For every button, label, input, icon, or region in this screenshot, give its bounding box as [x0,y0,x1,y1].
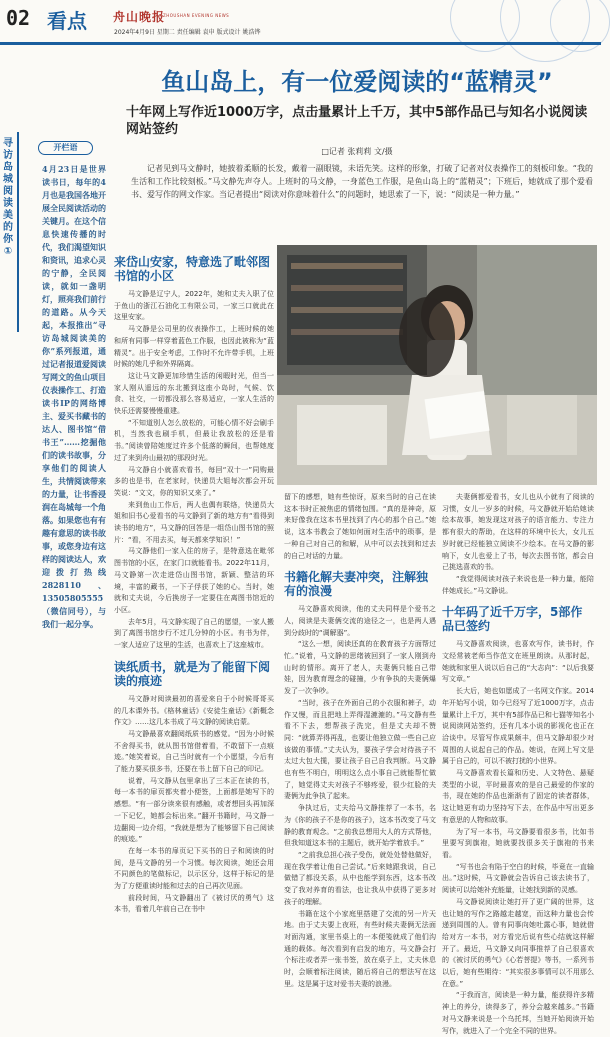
section-body-1 [114,289,274,652]
section-body-2 [114,694,274,946]
article-byline: □记者 张莉莉 文/摄 [321,147,393,156]
paragraph: 马文静是辽宁人，2022年，她和丈夫入职了位于鱼山的浙江石油化工有限公司，一家三口就此在这里安家。 [114,290,274,322]
section-title: 看点 [47,9,87,33]
header-rule [0,42,601,45]
paragraph: 这让马文静更加珍惜生活的闲暇时光，但当一家人刚从遥远的东北搬到这座小岛时，气候、饮食、社交，一切都没那么容易适应，一家人生活的快乐还需要慢慢重建。 [114,371,274,416]
article-subtitle: 十年网上写作近1000万字，点击量累计上千万，其中5部作品已与知名小说阅读网站签约 [126,105,588,137]
paragraph: 马文静喜欢阅读，他的丈夫同样是个爱书之人，阅读是夫妻俩交流的途径之一，也是两人遇到分歧时的“调解器”。 [284,605,436,637]
section-heading-2: 读纸质书，就是为了能留下阅读的痕迹 [114,659,271,688]
paragraph: 留下的感想，她有些惊讶，原来当时的自己在读这本书时正被焦虑的情绪包围。“真的是神奇，原来好像我在这本书里找到了内心的那个自己。”她说，这本书教会了她如何面对生活中的琐事，是一种自己对自己的和解，从中可以去找到和过去的自己对话的力量。 [284,493,436,560]
column-text: 4月23日是世界读书日，每年的4月也是我国各地开展全民阅读活动的关键月。在这个信息快速传播的时代，我们渴望知识和资讯，追求心灵的宁静，全民阅读，就如一盏明灯，照亮我们前行的道路。从今天起，本报推出“寻访岛城阅读美的你”系列报道，通过记者报道爱阅读写网文的鱼山项目仪表操作工、打造读书IP的网络博主、爱买书藏书的达人、图书馆“借书王”……挖掘他们的读书故事，分享他们的阅读人生，共情阅读带来的力量，让书香浸润在岛城每一个角落。如果您也有有趣有意思的读书故事，或您身边有这样的阅读达人，欢迎拨打热线2828110、13505805555（微信同号），与我们一起分享。 [42,164,106,629]
page-header [0,0,601,48]
article-column-2 [284,492,436,1022]
paragraph: 夫妻俩都爱看书，女儿也从小就有了阅读的习惯，女儿一岁多的时候，马文静就开始给她读绘本故事，她发现这对孩子的语言能力、专注力都有很大的帮助，在这样的环境中长大，女儿五岁时就已经能独立阅读不少绘本。在马文静的影响下，女儿也爱上了书，每次去图书馆，都会自己挑选喜欢的书。 [442,493,594,572]
article-title: 鱼山岛上，有一位爱阅读的“蓝精灵” [161,68,553,96]
paragraph: 来到鱼山工作后，两人也偶有联络，快递员大姐和旧书心爱看书的马文静到了新的地方有“看得到读书的地方”，马文静的回答是一组岱山图书馆的照片：“看，不用去买，每天都来学知识！” [114,500,274,544]
header-decoration [440,2,600,42]
paragraph: 说着，马文静从包里拿出了三本正在读的书，每一本书的扉页都夹着小便签，上面都是她写下的感想。“有一部分读来很有感触，或者想回头再加深一下记忆，她都会标出来。”翻开书籍时，马文静一边翻阅一边介绍，“我就是想为了能够留下自己阅读的痕迹。” [114,776,274,844]
photo-reader-illustration [277,245,597,485]
section-heading-4: 十年码了近千万字，5部作品已签约 [442,605,583,634]
masthead-logo: 舟山晚报 [113,10,166,24]
column-badge: 开栏语 [38,141,93,155]
paragraph: 马文静对阅读最初的喜爱来自于小时候哥哥买的几本课外书。《格林童话》《安徒生童话》《新概念作文》……这几本书成了马文静的阅读启蒙。 [114,694,274,727]
article-lead: 记者见到马文静时，她披着柔顺的长发，戴着一副眼镜，未语先笑。这样的形象，打破了记者对仪表操作工的刻板印象。“我的生活和工作比较刻板。”马文静先声夺人。上班时的马文静，一身蓝色工作服，是鱼山岛上的“蓝精灵”；下班后，她就成了那个爱看书、爱写作的网文作家。当记者提出“阅读对你意味着什么”的问题时，她思索了一下，说：“阅读是一种力量。” [131,164,593,199]
paragraph: “这么一想，阅读还真的在教育孩子方面帮过忙。”说着，马文静的思绪被回到了一家人刚到舟山时的情形。离开了老人，夫妻俩只能自己带娃，因为教育理念的碰撞，少有争执的夫妻俩爆发了一次争吵。 [284,640,436,696]
paragraph: 马文静最喜欢翻阅纸质书的感觉。“因为小时候不舍得买书，就从图书馆借着看，不敢留下一点痕迹。”她笑着说，自己当时就有一个小愿望，今后有了能力要买很多书，还要在书上留下自己的印记。 [114,729,274,774]
article-column-3 [442,492,594,1035]
paragraph: “我觉得阅读对孩子来说也是一种力量，能陪伴她成长。”马文静说。 [442,574,594,595]
section-body-3 [284,604,436,990]
paragraph: “当时，孩子在外面自己的小衣服和裤子，动作又慢，而且把地上弄得湿漉漉的。”马文静有些看不下去，想帮孩子洗完，但是丈夫却不赞同：“就算弄得再乱，也要让他独立做一些自己应该做的事情。”丈夫认为，要孩子学会对待孩子不太过大包大揽，要让孩子自己自我判断。马文静也有些不明白，明明这么点小事自己就能帮忙做了，她觉得丈夫对孩子不够疼爱，很少红脸的夫妻俩为此争执了起来。 [284,698,436,801]
article-column-1 [114,255,274,946]
paragraph: 前段时间，马文静翻出了《被讨厌的勇气》这本书，看着几年前自己在书中 [114,893,274,914]
paragraph: 书籍在这个小家庭里搭建了交流的另一片天地。由于丈夫要上夜班，有些时候夫妻俩无法面对面沟通，家里书桌上的一本便笺就成了他们沟通的载体。每次看到有启发的地方，马文静会打个标注或者弄一张书签，放在桌子上，丈夫休息时，会顺着标注阅读，随后将自己的想法写在这里。这是属于这对爱书夫妻的浪漫。 [284,909,436,988]
paragraph: 长大后，她也如愿成了一名网文作家。2014年开始写小说，如今已经写了近1000万字，点击量累计上千万，其中有5部作品已和七猫等知名小说阅读网站签约，还有几本小说的影视化也正在洽谈中。尽管写作成果颇丰，但马文静却很少对周围的人说起自己的作品。她说，在网上写文是属于自己的，可以不被打扰的小世界。 [442,687,594,766]
paragraph: 马文静喜欢看长篇和历史、人文特色、悬疑类型的小说，平时最喜欢的是自己最爱的作家的书，现在她的作品也渐渐有了固定的读者群体，这让她更有动力坚持写下去，在作品中写出更多有意思的人物和故事。 [442,769,594,824]
masthead-subtitle: ZHOUSHAN EVENING NEWS [163,13,230,18]
paragraph: 为了写一本书，马文静要看很多书，比如书里要写到旗袍，她就要找很多关于旗袍的书来看。 [442,827,594,859]
paragraph: “不知道别人怎么放松的，可能心情不好会刷手机，当然我也刷手机，但最让我放松的还是看书。”阅读曾陪她度过许多个低落的瞬间，也帮她度过了来到舟山最初的那段时光。 [114,418,274,462]
article-photo [277,245,597,485]
section-heading-3: 书籍化解夫妻冲突，注解独有的浪漫 [284,570,429,599]
paragraph: 去年5月，马文静实现了自己的愿望，一家人搬到了离图书馆步行不过几分钟的小区。有书为伴，一家人适应了这里的生活，也喜欢上了这座城市。 [114,617,274,650]
section-heading-1: 来岱山安家，特意选了毗邻图书馆的小区 [114,255,271,283]
sidebar-vertical-title: 寻访岛城阅读美的你① [3,138,13,257]
section-body-continued [284,492,436,562]
paragraph: “于我而言，阅读是一种力量，能获得许多精神上的养分，读得多了，养分会越来越多。”书籍对马文静来说是一个乌托邦，当她开始阅读开始写作，就进入了一个完全不同的世界。 [442,991,594,1035]
paragraph: 马文静他们一家入住的房子，是特意选在毗邻图书馆的小区，在家门口就能看书。2022年11月，马文静第一次走进岱山图书馆，新颖、整洁的环境，丰富的藏书，一下子俘获了她的心。当时，她就和丈夫说，今后换房子一定要住在离图书馆近的小区。 [114,547,274,614]
paragraph: 马文静喜欢阅读，也喜欢写作，读书时，作文经常被老师当作范文在班里朗读。从那时起，她就和家里人说以后自己的“大志向”：“以后我要写文章。” [442,640,594,684]
section-body-4 [442,639,594,1037]
section-body-continued-2 [442,492,594,597]
paragraph: 在每一本书的扉页记下买书的日子和阅读的时间，是马文静的另一个习惯。每次阅读，她还会用不同颜色的笔做标记，以示区分，这样于标记的是为了方便重读时能和过去的自己再次见面。 [114,846,274,891]
date-line: 2024年4月9日 星期二 责任编辑 袁申 版式设计 姚浩铧 [114,29,261,36]
page-number: 02 [6,6,31,30]
paragraph: 马文静说阅读让她打开了更广阔的世界，这也让她的写作之路越走越宽，而这种力量也会传递到周围的人。曾有同事向她吐露心事，她就借给对方一本书，对方看完后说有些心结就这样解开了。最近，马文静又向同事推荐了自己很喜欢的《被讨厌的勇气》《心若菩提》等书，一系列书以后，她有些期待：“其实很多事情可以不用那么在意。” [442,897,594,988]
paragraph: “写书也会有陷于空白的时候，毕竟在一直输出。”这时候，马文静就会告诉自己该去读书了，阅读可以给她补充能量，让她找到新的灵感。 [442,862,594,895]
paragraph: “之前我总担心孩子受伤，就处处替他做好，现在我学着让他自己尝试。”后来她跟我说，自己做错了都没关系，从中也能学到东西，这本书改变了我对养育的看法，也让我从中获得了更多对孩子的理解。 [284,850,436,906]
paragraph: 马文静是公司里的仪表操作工，上班时候的她和所有同事一样穿着蓝色工作服，也因此被称为“蓝精灵”。出于安全考虑，工作时不允许带手机，上班时候的她几乎和外界隔离。 [114,325,274,369]
paragraph: 马文静自小就喜欢看书，每回“双十一”同购最多的也是书，在老家时，快递员大姐每次都会开玩笑说：“文文，你的知识又来了。” [114,465,274,497]
sidebar-rule [17,132,19,332]
paragraph: 争执过后，丈夫给马文静推荐了一本书，名为《你的孩子不是你的孩子》，这本书改变了马文静的教育观念。“之前我总想用大人的方式帮他，但我知道这本书的主题后，就开始学着放手。” [284,804,436,848]
